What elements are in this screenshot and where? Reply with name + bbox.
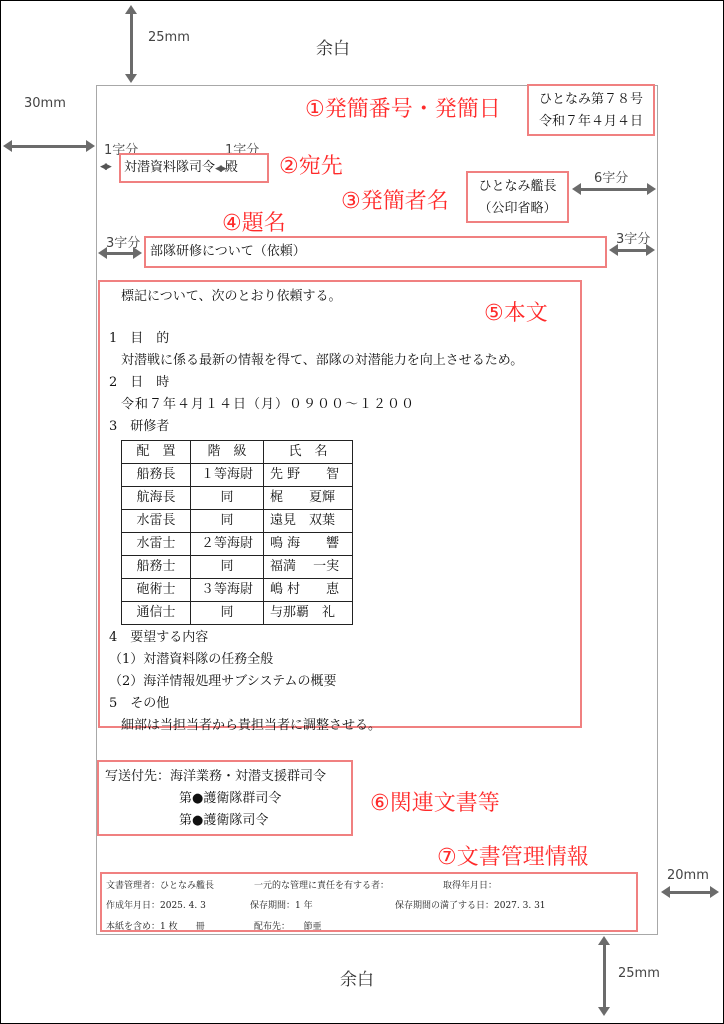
callout-body: ⑤本文	[484, 301, 548, 326]
table-cell: 鳴 海 響	[264, 533, 353, 556]
section-5-number: 5	[109, 696, 118, 711]
table-cell: 航海長	[122, 487, 191, 510]
management-box	[100, 872, 638, 932]
addressee: 対潜資料隊司令	[124, 160, 216, 175]
table-cell: 砲術士	[122, 579, 191, 602]
table-row	[122, 579, 353, 602]
table-header-cell: 配 置	[122, 441, 191, 464]
table-cell: 与那覇 礼	[264, 602, 353, 625]
table-cell: 水雷士	[122, 533, 191, 556]
table-header-row	[122, 441, 353, 464]
section-2-text: 令和７年４月１４日（月）０９００～１２００	[121, 397, 416, 412]
arrow-right-icon	[646, 244, 655, 256]
mgmt-manager: 文書管理者：ひとなみ艦長	[106, 881, 215, 891]
section-1-title: 目 的	[130, 331, 170, 346]
table-header-cell: 氏 名	[264, 441, 353, 464]
staff-table-wrap	[100, 438, 580, 625]
callout-subject: ④題名	[222, 211, 286, 236]
section-2-title: 日 時	[130, 375, 170, 390]
section-3-heading	[100, 416, 580, 438]
related-label: 写送付先：海洋業務・対潜支援群司令	[105, 769, 327, 784]
section-4-item-2: （2）海洋情報処理サブシステムの概要	[109, 674, 337, 689]
section-5-title: その他	[130, 696, 170, 711]
callout-addressee: ②宛先	[279, 154, 343, 179]
mgmt-distribution: 配布先： 節亜	[254, 922, 322, 932]
arrow-down-icon	[125, 74, 137, 83]
top-margin-arrow	[130, 13, 133, 75]
section-5-text: 細部は当担当者から貴担当者に調整させる。	[121, 718, 382, 733]
section-1-number: 1	[109, 331, 118, 346]
callout-management: ⑦文書管理情報	[437, 845, 589, 870]
bottom-blank-label: 余白	[340, 970, 374, 990]
arrow-right-icon	[86, 140, 95, 152]
subject-box	[144, 236, 607, 268]
addressee-box	[119, 153, 269, 183]
table-cell: ２等海尉	[191, 533, 264, 556]
table-cell: 福満 一実	[264, 556, 353, 579]
six-char-arrow	[580, 188, 648, 191]
section-4-heading	[100, 625, 580, 649]
arrow-down-icon	[598, 1007, 610, 1016]
doc-number: ひとなみ第７８号	[538, 92, 643, 107]
right-margin-label: 20mm	[667, 868, 709, 883]
table-cell: ３等海尉	[191, 579, 264, 602]
one-char-label-right: 1字分	[225, 143, 260, 158]
section-4-number: 4	[109, 630, 118, 645]
doc-number-box	[527, 84, 655, 136]
three-char-label-left: 3字分	[106, 236, 141, 251]
table-cell: １等海尉	[191, 464, 264, 487]
section-5-heading	[100, 693, 580, 715]
seal-note: （公印省略）	[478, 201, 557, 216]
table-row	[122, 533, 353, 556]
double-arrow-icon: ◀▶	[100, 162, 110, 172]
table-cell: 同	[191, 556, 264, 579]
body-intro: 標記について、次のとおり依頼する。	[121, 289, 342, 304]
subject: 部隊研修について（依頼）	[150, 244, 306, 259]
top-blank-label: 余白	[316, 39, 350, 59]
section-2-heading	[100, 372, 580, 394]
table-row	[122, 602, 353, 625]
table-cell: 同	[191, 602, 264, 625]
body-box	[98, 280, 582, 733]
six-char-label: 6字分	[594, 171, 629, 186]
section-1-heading	[100, 328, 580, 350]
left-margin-label: 30mm	[24, 96, 66, 111]
table-cell: 梶 夏輝	[264, 487, 353, 510]
sender: ひとなみ艦長	[478, 179, 557, 194]
mgmt-retention: 保存期間：1 年	[250, 901, 313, 911]
table-row	[122, 556, 353, 579]
table-cell: 船務士	[122, 556, 191, 579]
doc-date: 令和７年４月４日	[538, 114, 643, 129]
table-cell: 船務長	[122, 464, 191, 487]
bottom-margin-label: 25mm	[618, 966, 660, 981]
three-char-label-right: 3字分	[616, 232, 651, 247]
three-char-arrow-right	[617, 249, 647, 252]
table-header-cell: 階 級	[191, 441, 264, 464]
arrow-right-icon	[647, 183, 656, 195]
staff-table	[121, 440, 353, 625]
table-row	[122, 464, 353, 487]
arrow-right-icon	[133, 247, 142, 259]
callout-sender: ③発簡者名	[341, 189, 449, 214]
left-margin-arrow	[11, 145, 87, 148]
bottom-margin-arrow	[603, 944, 606, 1008]
mgmt-copies: 本紙を含め：1 枚 冊	[106, 922, 205, 932]
mgmt-created: 作成年月日：2025. 4. 3	[106, 901, 206, 911]
related-line-2: 第●護衛隊群司令	[179, 791, 282, 806]
addressee-suffix: 殿	[224, 160, 238, 175]
one-char-label-left: 1字分	[104, 143, 139, 158]
table-row	[122, 487, 353, 510]
top-margin-label: 25mm	[148, 30, 190, 45]
double-arrow-icon: ◀▶	[215, 164, 225, 174]
section-1-text: 対潜戦に係る最新の情報を得て、部隊の対潜能力を向上させるため。	[121, 353, 524, 368]
section-3-title: 研修者	[130, 419, 170, 434]
table-cell: 同	[191, 487, 264, 510]
table-row	[122, 510, 353, 533]
related-box	[97, 760, 353, 836]
section-2-number: 2	[109, 375, 118, 390]
table-cell: 通信士	[122, 602, 191, 625]
mgmt-acquired: 取得年月日：	[443, 881, 498, 891]
section-4-title: 要望する内容	[130, 630, 209, 645]
callout-related: ⑥関連文書等	[370, 791, 500, 816]
table-cell: 水雷長	[122, 510, 191, 533]
section-3-number: 3	[109, 419, 118, 434]
three-char-arrow-left	[106, 252, 134, 255]
sender-box	[466, 171, 569, 223]
table-cell: 同	[191, 510, 264, 533]
table-cell: 先 野 智	[264, 464, 353, 487]
callout-doc-number: ①発簡番号・発簡日	[305, 97, 501, 122]
section-4-item-1: （1）対潜資料隊の任務全般	[109, 652, 274, 667]
arrow-right-icon	[710, 886, 719, 898]
right-margin-arrow	[669, 891, 711, 894]
table-cell: 遠見 双葉	[264, 510, 353, 533]
related-line-3: 第●護衛隊司令	[179, 813, 269, 828]
mgmt-responsible: 一元的な管理に責任を有する者：	[254, 881, 390, 891]
table-cell: 嶋 村 恵	[264, 579, 353, 602]
mgmt-expiry: 保存期間の満了する日：2027. 3. 31	[395, 901, 546, 911]
